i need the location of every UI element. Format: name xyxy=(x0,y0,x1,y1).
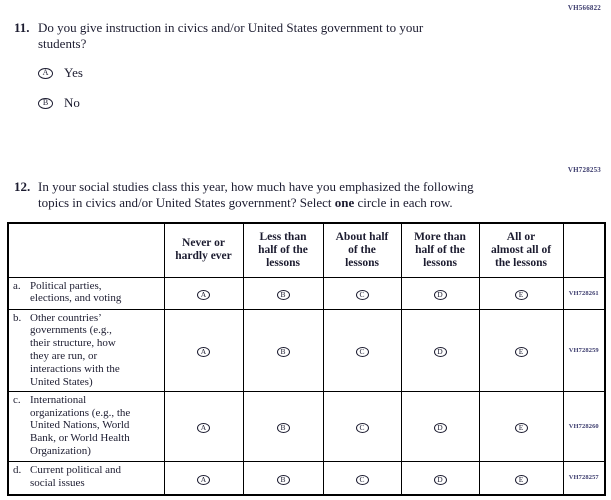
column-header-5: All or almost all of the lessons xyxy=(479,223,563,277)
row-label-cell xyxy=(8,277,164,309)
answer-oval-B[interactable]: B xyxy=(277,347,290,357)
answer-cell xyxy=(401,391,479,461)
answer-oval-D[interactable]: D xyxy=(434,475,447,485)
answer-cell xyxy=(323,277,401,309)
answer-oval-C[interactable]: C xyxy=(356,347,369,357)
row-letter: a. xyxy=(13,279,21,292)
row-label-text: Other countries’ governments (e.g., their structure, how they are run, or interactions with the United States) xyxy=(30,311,120,388)
answer-cell xyxy=(479,277,563,309)
column-header-3: About half of the lessons xyxy=(323,223,401,277)
row-label-text: Current political and social issues xyxy=(30,463,122,489)
answer-cell xyxy=(323,461,401,495)
question-12-number: 12. xyxy=(14,179,31,194)
column-header-4: More than half of the lessons xyxy=(401,223,479,277)
table-row-d xyxy=(8,461,605,495)
row-label xyxy=(9,310,164,391)
answer-oval-A[interactable]: A xyxy=(38,68,53,79)
row-letter: b. xyxy=(13,311,22,324)
answer-oval-C[interactable]: C xyxy=(356,423,369,433)
answer-oval-B[interactable]: B xyxy=(277,423,290,433)
question-12 xyxy=(14,179,474,211)
answer-oval-A[interactable]: A xyxy=(197,423,210,433)
row-label-text: International organizations (e.g., the United Nations, World Bank, or World Health Organization) xyxy=(30,393,131,458)
answer-cell xyxy=(164,461,243,495)
answer-oval-B[interactable]: B xyxy=(38,98,53,109)
row-accession-code: VH728261 xyxy=(563,277,605,309)
answer-cell xyxy=(243,277,323,309)
answer-cell xyxy=(479,391,563,461)
answer-oval-E[interactable]: E xyxy=(515,347,528,357)
question-12-text-bold: one xyxy=(334,194,355,210)
answer-oval-D[interactable]: D xyxy=(434,347,447,357)
row-letter: d. xyxy=(13,463,22,476)
matrix-corner-cell xyxy=(8,223,164,277)
q12-matrix-table xyxy=(7,222,606,496)
matrix-code-column-header xyxy=(563,223,605,277)
answer-cell xyxy=(243,309,323,391)
question-12-body xyxy=(38,179,474,211)
answer-cell xyxy=(401,461,479,495)
answer-cell xyxy=(323,391,401,461)
option-no[interactable] xyxy=(38,97,423,110)
answer-oval-C[interactable]: C xyxy=(356,290,369,300)
question-11-accession-code: VH566822 xyxy=(567,4,601,12)
answer-cell xyxy=(401,277,479,309)
table-row-a xyxy=(8,277,605,309)
answer-cell xyxy=(479,309,563,391)
matrix-header-row xyxy=(8,223,605,277)
table-row-b xyxy=(8,309,605,391)
question-11-number: 11. xyxy=(14,20,30,35)
option-label: No xyxy=(64,95,80,111)
answer-cell xyxy=(164,277,243,309)
question-12-accession-code: VH728253 xyxy=(567,166,601,174)
answer-cell xyxy=(164,391,243,461)
answer-oval-E[interactable]: E xyxy=(515,423,528,433)
answer-oval-E[interactable]: E xyxy=(515,475,528,485)
question-12-text-line1: In your social studies class this year, how much have you emphasized the following xyxy=(38,179,474,194)
answer-oval-D[interactable]: D xyxy=(434,423,447,433)
row-letter: c. xyxy=(13,393,21,406)
answer-cell xyxy=(401,309,479,391)
answer-cell xyxy=(243,391,323,461)
answer-cell xyxy=(479,461,563,495)
row-label xyxy=(9,392,164,460)
question-12-text xyxy=(38,179,474,211)
row-label-cell xyxy=(8,309,164,391)
column-header-1: Never or hardly ever xyxy=(164,223,243,277)
answer-oval-A[interactable]: A xyxy=(197,290,210,300)
option-yes[interactable] xyxy=(38,67,423,80)
question-11-body xyxy=(38,20,423,127)
row-label-cell xyxy=(8,391,164,461)
answer-cell xyxy=(243,461,323,495)
question-11-options xyxy=(38,67,423,110)
option-label: Yes xyxy=(64,65,83,81)
row-accession-code: VH728260 xyxy=(563,391,605,461)
column-header-2: Less than half of the lessons xyxy=(243,223,323,277)
answer-oval-A[interactable]: A xyxy=(197,475,210,485)
answer-oval-D[interactable]: D xyxy=(434,290,447,300)
matrix-body xyxy=(8,277,605,495)
question-11-text: Do you give instruction in civics and/or United States government to your students? xyxy=(38,20,424,51)
answer-oval-E[interactable]: E xyxy=(515,290,528,300)
question-12-text-line2-before: topics in civics and/or United States government? Select xyxy=(38,194,335,210)
answer-oval-A[interactable]: A xyxy=(197,347,210,357)
matrix-header xyxy=(8,223,605,277)
answer-oval-B[interactable]: B xyxy=(277,475,290,485)
row-label-text: Political parties, elections, and voting xyxy=(30,279,122,305)
question-12-text-line2-after: circle in each row. xyxy=(354,194,453,210)
question-11 xyxy=(14,20,423,127)
row-label xyxy=(9,462,164,492)
row-label-cell xyxy=(8,461,164,495)
table-row-c xyxy=(8,391,605,461)
row-accession-code: VH728257 xyxy=(563,461,605,495)
answer-oval-B[interactable]: B xyxy=(277,290,290,300)
row-label xyxy=(9,278,164,308)
answer-cell xyxy=(164,309,243,391)
row-accession-code: VH728259 xyxy=(563,309,605,391)
answer-cell xyxy=(323,309,401,391)
answer-oval-C[interactable]: C xyxy=(356,475,369,485)
